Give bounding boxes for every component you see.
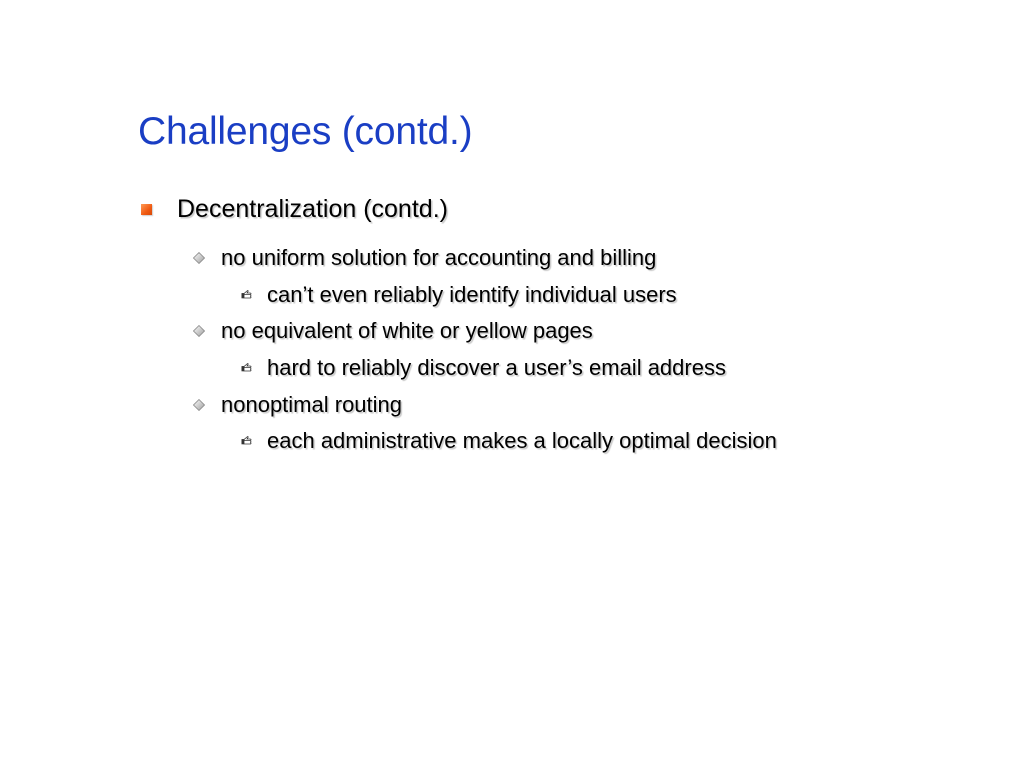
diamond-bullet-icon [193,325,205,337]
pointing-hand-icon [241,435,257,447]
subbullet-accounting [193,245,656,271]
slide-title: Challenges (contd.) [138,110,473,153]
subbullet-nonoptimal-routing [193,392,402,418]
subbullet-text: no equivalent of white or yellow pages [221,318,593,343]
subsubbullet-text: each administrative makes a locally optimal decision [267,428,777,453]
bullet-decentralization [141,195,448,224]
subbullet-text: nonoptimal routing [221,392,403,417]
diamond-bullet-icon [193,252,205,264]
subsubbullet-identify-users [241,282,677,308]
pointing-hand-icon [241,362,257,374]
diamond-bullet-icon [193,399,205,411]
subbullet-text: no uniform solution for accounting and billing [221,245,657,270]
subsubbullet-text: hard to reliably discover a user’s email address [267,355,726,380]
subsubbullet-email-address [241,355,726,381]
pointing-hand-icon [241,289,257,301]
subbullet-white-yellow-pages [193,318,593,344]
subsubbullet-locally-optimal [241,428,777,454]
bullet-text: Decentralization (contd.) [177,195,448,223]
square-bullet-icon [141,204,152,215]
subsubbullet-text: can’t even reliably identify individual users [267,282,677,307]
